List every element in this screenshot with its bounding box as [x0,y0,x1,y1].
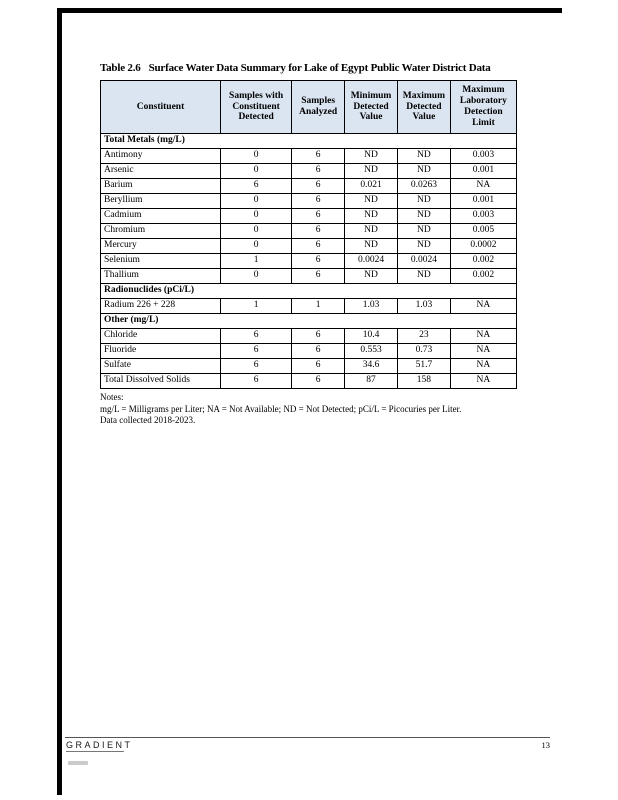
value-cell: 6 [292,194,345,209]
value-cell: 6 [292,374,345,389]
constituent-cell: Selenium [101,254,221,269]
value-cell: 0.021 [345,179,398,194]
value-cell: 0.73 [397,344,450,359]
value-cell: ND [397,209,450,224]
header-max-lab-limit: Maximum Laboratory Detection Limit [450,81,516,134]
value-cell: 0.0024 [345,254,398,269]
value-cell: 0 [221,209,292,224]
table-row [101,254,517,269]
value-cell: 1 [221,254,292,269]
logo-underline [66,751,124,752]
value-cell: 0 [221,269,292,284]
table-row [101,329,517,344]
header-max-detected: Maximum Detected Value [397,81,450,134]
header-constituent: Constituent [101,81,221,134]
constituent-cell: Thallium [101,269,221,284]
value-cell: ND [345,194,398,209]
value-cell: 0 [221,164,292,179]
value-cell: 87 [345,374,398,389]
value-cell: 6 [292,149,345,164]
table-title-number: Table 2.6 [100,62,141,74]
section-label: Total Metals (mg/L) [101,134,517,149]
value-cell: 0 [221,194,292,209]
value-cell: 6 [292,164,345,179]
table-row [101,359,517,374]
value-cell: NA [450,179,516,194]
header-row [101,81,517,134]
value-cell: 6 [221,359,292,374]
value-cell: 1 [221,299,292,314]
value-cell: 34.6 [345,359,398,374]
table-row [101,239,517,254]
header-samples-detected: Samples with Constituent Detected [221,81,292,134]
value-cell: 0 [221,239,292,254]
value-cell: 0 [221,224,292,239]
surface-water-data-table [100,80,517,389]
value-cell: NA [450,344,516,359]
table-title [100,62,517,74]
company-logo: GRADIENT [66,740,133,750]
value-cell: 6 [221,344,292,359]
value-cell: ND [397,149,450,164]
value-cell: ND [397,224,450,239]
value-cell: 6 [292,179,345,194]
value-cell: 0.003 [450,209,516,224]
table-row [101,224,517,239]
value-cell: 0.001 [450,164,516,179]
value-cell: ND [397,239,450,254]
notes-label: Notes: [100,392,124,402]
table-row [101,164,517,179]
page-content [100,62,517,427]
constituent-cell: Beryllium [101,194,221,209]
value-cell: 6 [292,359,345,374]
table-row [101,269,517,284]
table-row [101,209,517,224]
value-cell: 0.0002 [450,239,516,254]
section-label: Other (mg/L) [101,314,517,329]
header-samples-analyzed: Samples Analyzed [292,81,345,134]
constituent-cell: Chromium [101,224,221,239]
value-cell: 0.001 [450,194,516,209]
value-cell: ND [397,194,450,209]
constituent-cell: Fluoride [101,344,221,359]
page-number: 13 [541,740,550,750]
value-cell: 0.005 [450,224,516,239]
table-row [101,299,517,314]
notes-line-definitions: mg/L = Milligrams per Liter; NA = Not Available; ND = Not Detected; pCi/L = Picocuries per Liter. [100,403,462,414]
value-cell: ND [345,164,398,179]
section-label: Radionuclides (pCi/L) [101,284,517,299]
value-cell: 1.03 [345,299,398,314]
constituent-cell: Arsenic [101,164,221,179]
value-cell: ND [397,164,450,179]
value-cell: 6 [221,179,292,194]
section-row [101,314,517,329]
value-cell: ND [345,149,398,164]
table-header [101,81,517,134]
value-cell: NA [450,374,516,389]
value-cell: 6 [292,269,345,284]
section-row [101,134,517,149]
constituent-cell: Radium 226 + 228 [101,299,221,314]
section-row [101,284,517,299]
top-border-bar [57,8,562,13]
value-cell: NA [450,299,516,314]
table-row [101,179,517,194]
value-cell: 10.4 [345,329,398,344]
value-cell: 6 [292,209,345,224]
constituent-cell: Barium [101,179,221,194]
value-cell: 0.003 [450,149,516,164]
value-cell: 0.0263 [397,179,450,194]
table-row [101,149,517,164]
value-cell: NA [450,359,516,374]
table-row [101,344,517,359]
value-cell: ND [397,269,450,284]
value-cell: ND [345,224,398,239]
value-cell: ND [345,209,398,224]
constituent-cell: Sulfate [101,359,221,374]
value-cell: 6 [221,329,292,344]
value-cell: 1.03 [397,299,450,314]
table-row [101,194,517,209]
value-cell: 0.553 [345,344,398,359]
constituent-cell: Antimony [101,149,221,164]
value-cell: 1 [292,299,345,314]
value-cell: 6 [221,374,292,389]
notes-line-collection: Data collected 2018-2023. [100,415,196,426]
value-cell: 51.7 [397,359,450,374]
value-cell: 0 [221,149,292,164]
value-cell: 23 [397,329,450,344]
table-row [101,374,517,389]
value-cell: 0.0024 [397,254,450,269]
value-cell: 6 [292,224,345,239]
table-body [101,134,517,389]
constituent-cell: Chloride [101,329,221,344]
constituent-cell: Total Dissolved Solids [101,374,221,389]
value-cell: 6 [292,329,345,344]
value-cell: 6 [292,254,345,269]
value-cell: 6 [292,344,345,359]
constituent-cell: Mercury [101,239,221,254]
header-min-detected: Minimum Detected Value [345,81,398,134]
value-cell: 158 [397,374,450,389]
value-cell: 0.002 [450,269,516,284]
table-notes [100,392,517,427]
value-cell: 0.002 [450,254,516,269]
value-cell: 6 [292,239,345,254]
value-cell: ND [345,239,398,254]
value-cell: ND [345,269,398,284]
table-title-text: Surface Water Data Summary for Lake of Egypt Public Water District Data [148,62,491,74]
left-border-bar [57,8,62,795]
value-cell: NA [450,329,516,344]
footer-divider [65,737,550,738]
constituent-cell: Cadmium [101,209,221,224]
footer-fine-print [68,761,88,765]
